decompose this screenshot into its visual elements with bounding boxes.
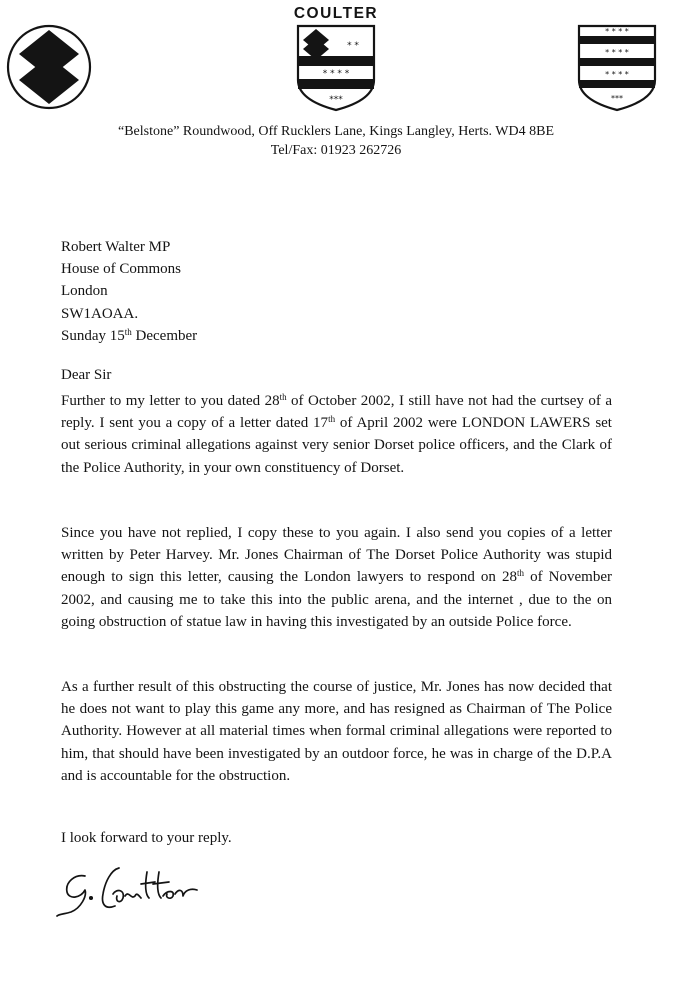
recipient-postcode: SW1AOAA. bbox=[61, 305, 139, 322]
svg-text:* * * *: * * * * bbox=[605, 27, 629, 36]
paragraph-2: Since you have not replied, I copy these to you again. I also send you copies of a letter written by Peter Harvey. Mr. Jones Chairman of The Dorset Police Authority was stupid enough to sign this letter, causing the London lawyers to respond on 28th of November 2002, and causing me to take this into the public arena, and the internet , due to the on going obstruction of statue law in having this investigated by an outside Police force. bbox=[61, 525, 612, 630]
svg-text:* * * *: * * * * bbox=[322, 69, 350, 79]
svg-text:* * * *: * * * * bbox=[605, 48, 629, 57]
letter-date: Sunday 15th December bbox=[61, 326, 198, 344]
recipient-city: London bbox=[61, 283, 108, 300]
recipient-block bbox=[61, 236, 197, 347]
recipient-name: Robert Walter MP bbox=[61, 239, 171, 255]
chequered-shield-icon bbox=[577, 24, 657, 112]
paragraph-3: As a further result of this obstructing the course of justice, Mr. Jones has now decided that he does not want to play this game any more, and has resigned as Chairman of The Police Authority. However at all material times when formal criminal allegations were reported to him, that should have been investigated by an outdoor force, he was in charge of the D.P.A and is accountable for the obstruction. bbox=[61, 679, 612, 784]
handwritten-signature bbox=[55, 860, 205, 922]
diamond-emblem-icon bbox=[6, 24, 92, 110]
brand-name: COULTER bbox=[293, 5, 379, 22]
recipient-org: House of Commons bbox=[61, 261, 181, 278]
svg-text:* *: * * bbox=[347, 41, 359, 51]
letterhead-telfax: Tel/Fax: 01923 262726 bbox=[270, 143, 402, 158]
coat-of-arms-shield-icon bbox=[296, 24, 376, 112]
svg-text:***: *** bbox=[329, 95, 343, 105]
salutation: Dear Sir bbox=[61, 367, 112, 383]
svg-text:***: *** bbox=[611, 94, 623, 103]
svg-text:* * * *: * * * * bbox=[605, 70, 629, 79]
letterhead-address: “Belstone” Roundwood, Off Rucklers Lane, Kings Langley, Herts. WD4 8BE bbox=[118, 124, 554, 139]
closing-line: I look forward to your reply. bbox=[61, 830, 232, 846]
paragraph-1: Further to my letter to you dated 28th of October 2002, I still have not had the curtsey of a reply. I sent you a copy of a letter dated 17th of April 2002 were LONDON LAWERS set out serious criminal allegations against very senior Dorset police officers, and the Clark of the Police Authority, in your own constituency of Dorset. bbox=[61, 392, 612, 476]
